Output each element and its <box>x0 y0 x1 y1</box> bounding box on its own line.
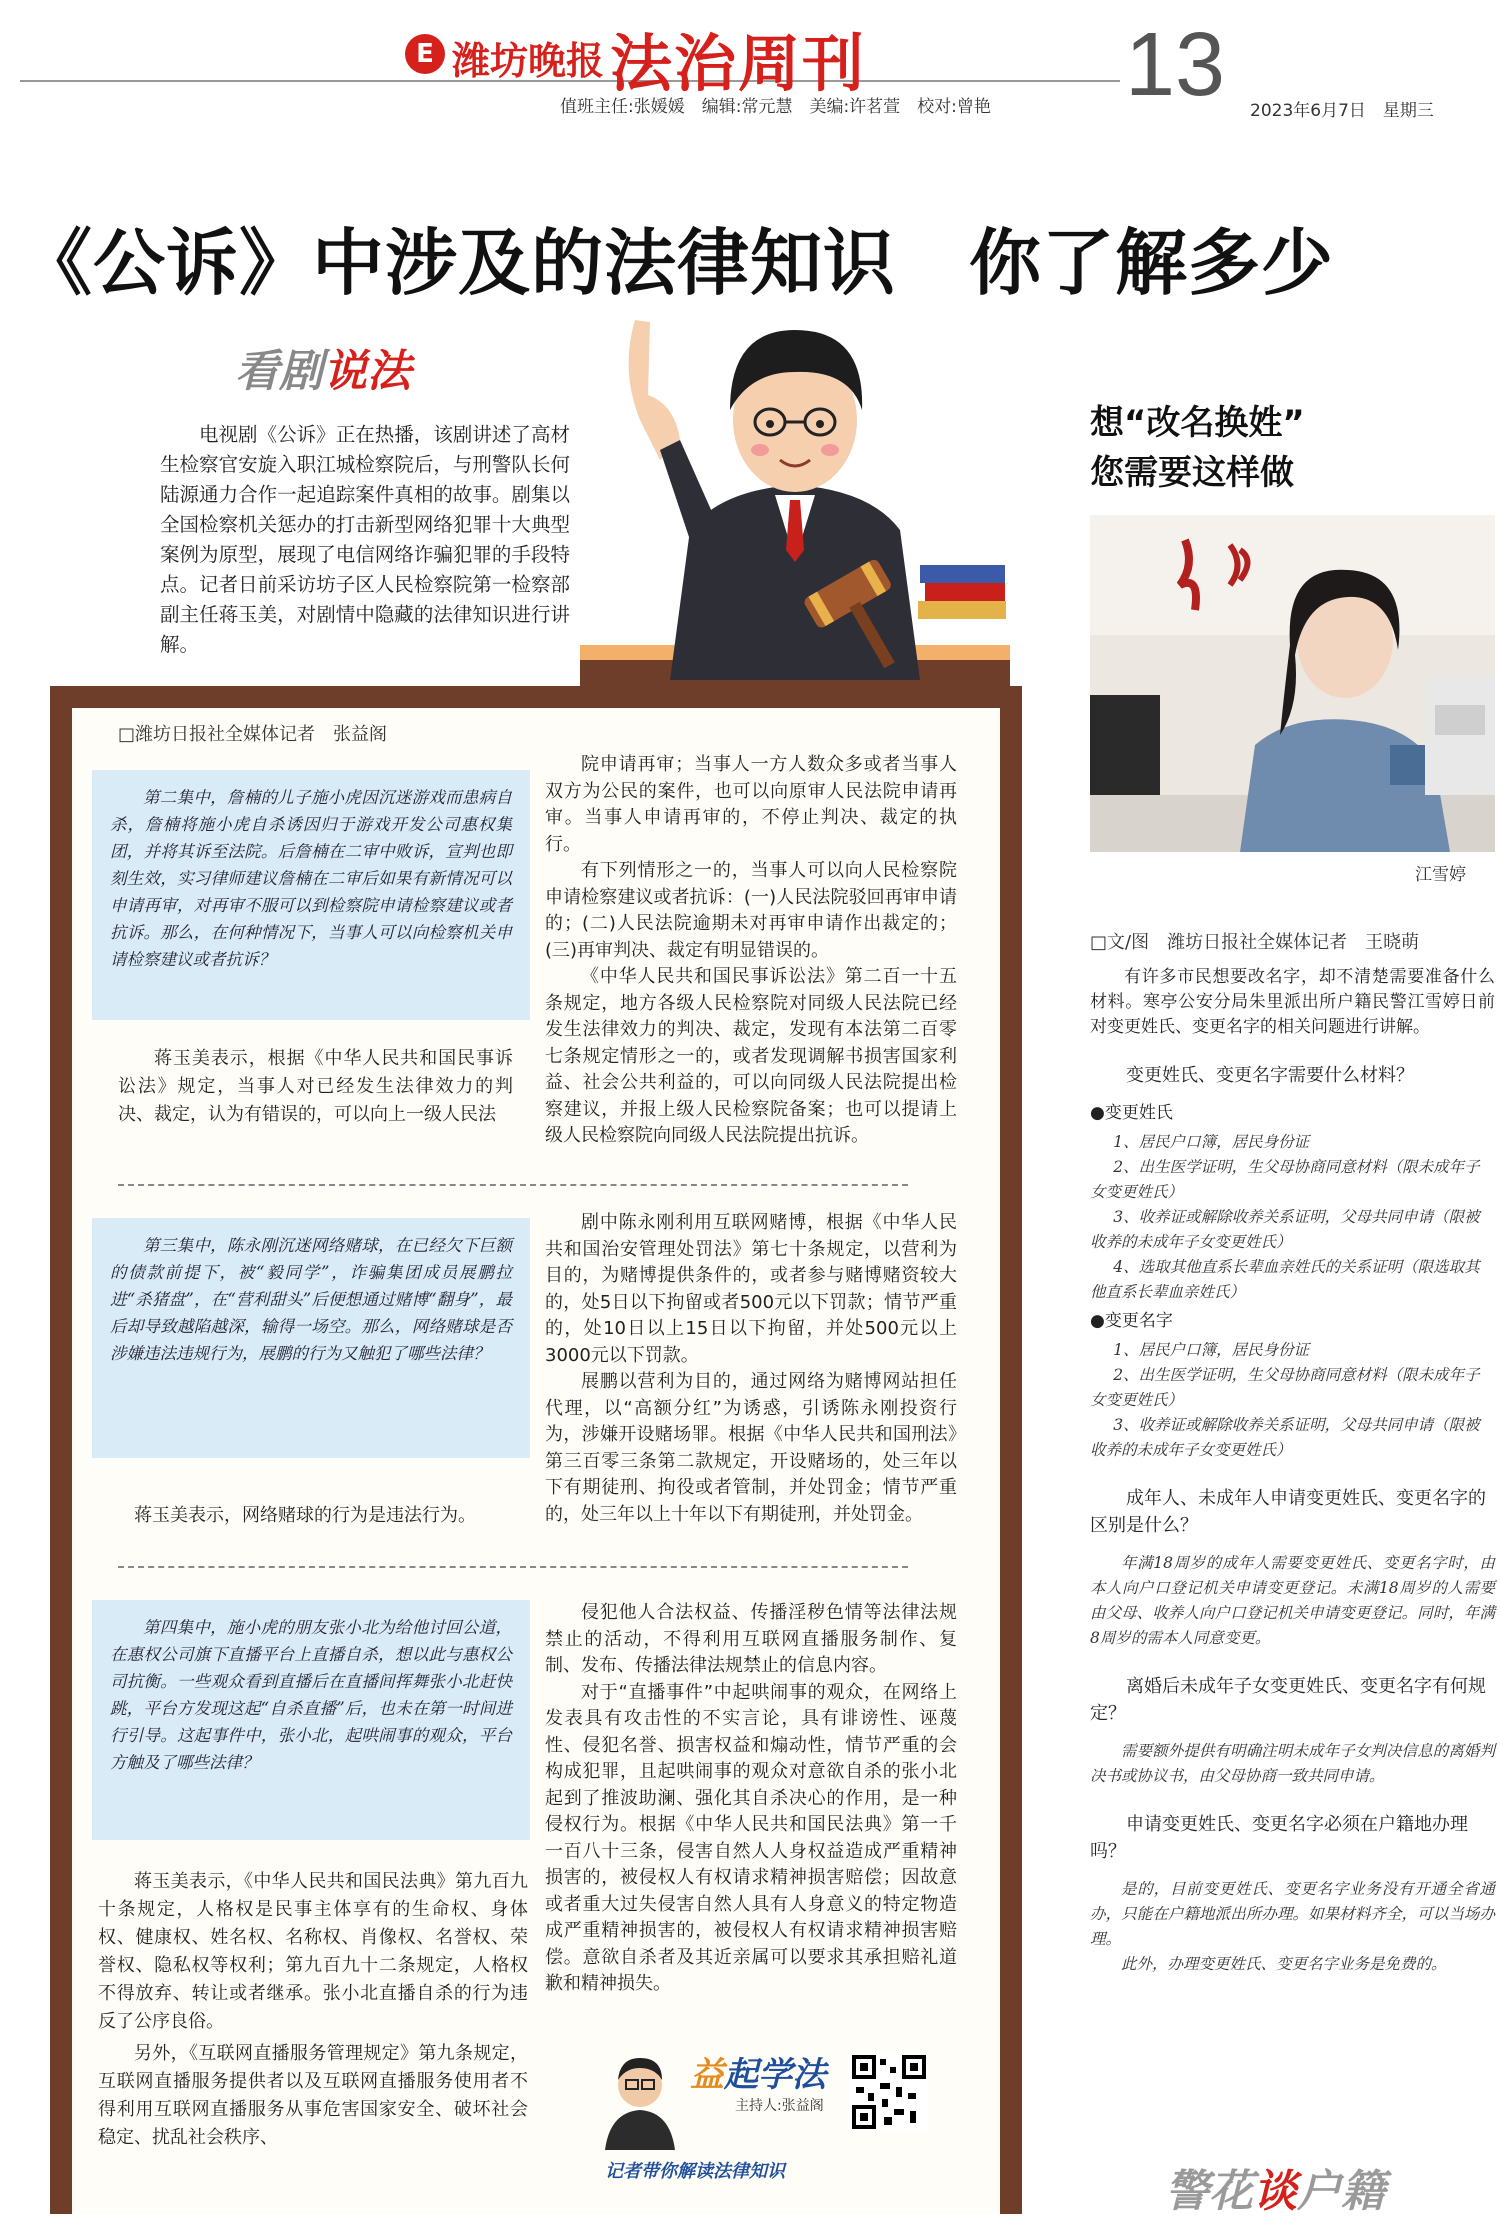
book-stack <box>920 565 1005 583</box>
sidebar-answer-2: 年满18周岁的成年人需要变更姓氏、变更名字时，由本人向户口登记机关申请变更登记。未满18周岁的人需要由父母、收养人向户口登记机关申请变更登记。同时，年满8周岁的需本人同意变更。 <box>1090 1554 1495 1647</box>
sidebar-title <box>1090 398 1305 498</box>
page-headline: 《公诉》中涉及的法律知识 你了解多少 <box>20 221 1335 305</box>
paragraph: 展鹏以营利为目的，通过网络为赌博网站担任代理，以“高额分红”为诱惑，引诱陈永刚投资行为，涉嫌开设赌场罪。根据《中华人民共和国刑法》第三百零三条第二款规定，开设赌场的，处三年以下有期徒刑、拘役或者管制，并处罚金；情节严重的，处三年以上十年以下有期徒刑，并处罚金。 <box>545 1371 957 1525</box>
question-box-episode-2: 第二集中，詹楠的儿子施小虎因沉迷游戏而患病自杀，詹楠将施小虎自杀诱因归于游戏开发公司惠权集团，并将其诉至法院。后詹楠在二审中败诉，宣判也即刻生效，实习律师建议詹楠在二审后如果有新情况可以申请再审，对再审不服可以到检察院申请检察建议或者抗诉。那么，在何种情况下，当事人可以向检察机关申请检察建议或者抗诉？ <box>92 770 530 1020</box>
sidebar-title-line1: 想“改名换姓” <box>1090 403 1305 443</box>
question-box-episode-3: 第三集中，陈永刚沉迷网络赌球，在已经欠下巨额的债款前提下，被“毅同学”，诈骗集团成员展鹏拉进“杀猪盘”，在“营利甜头”后便想通过赌博“翻身”，最后却导致越陷越深，输得一场空。那么，网络赌球是否涉嫌违法违规行为，展鹏的行为又触犯了哪些法律？ <box>92 1218 530 1458</box>
column-episode-2 <box>545 752 957 1150</box>
pointing-hand <box>629 320 680 460</box>
column-label-part2: 说法 <box>323 346 411 397</box>
column-episode-4 <box>545 1600 957 1998</box>
answer-episode-4-part2: 另外，《互联网直播服务管理规定》第九条规定，互联网直播服务提供者以及互联网直播服务使用者不得利用互联网直播服务从事危害国家安全、破坏社会稳定、扰乱社会秩序、 <box>98 2043 528 2148</box>
group-heading-given-name: ●变更名字 <box>1090 1311 1173 1331</box>
sidebar-question-2: 成年人、未成年人申请变更姓氏、变更名字的区别是什么？ <box>1090 1488 1486 1536</box>
list-item: 3、收养证或解除收养关系证明，父母共同申请（限被收养的未成年子女变更姓氏） <box>1090 1416 1480 1459</box>
brand-part-c: 户籍 <box>1297 2166 1385 2217</box>
promo-host: 主持人:张益阁 <box>735 2098 824 2114</box>
paragraph: 侵犯他人合法权益、传播淫秽色情等法律法规禁止的活动，不得利用互联网直播服务制作、复制、发布、传播法律法规禁止的信息内容。 <box>545 1602 957 1676</box>
answer-episode-4-part1: 蒋玉美表示，《中华人民共和国民法典》第九百九十条规定，人格权是民事主体享有的生命权、身体权、健康权、姓名权、名称权、肖像权、名誉权、荣誉权、隐私权等权利；第九百九十二条规定，人格权不得放弃、转让或者继承。张小北直播自杀的行为违反了公序良俗。 <box>98 1871 528 2032</box>
sidebar-question-4: 申请变更姓氏、变更名字必须在户籍地办理吗？ <box>1090 1814 1468 1862</box>
study-law-promo <box>595 2045 935 2195</box>
list-item: 2、出生医学证明，生父母协商同意材料（限未成年子女变更姓氏） <box>1090 1366 1480 1409</box>
promo-title-b: 起学法 <box>724 2055 826 2095</box>
answer-episode-2: 蒋玉美表示，根据《中华人民共和国民事诉讼法》规定，当事人对已经发生法律效力的判决、裁定，认为有错误的，可以向上一级人民法 <box>118 1048 513 1125</box>
paper-name: 潍坊晚报 <box>452 38 605 83</box>
paragraph: 院申请再审；当事人一方人数众多或者当事人双方为公民的案件，也可以向原审人民法院申请再审。当事人申请再审的，不停止判决、裁定的执行。 <box>545 754 957 855</box>
promo-title-a: 益 <box>690 2055 724 2095</box>
list-item: 1、居民户口簿，居民身份证 <box>1113 1133 1310 1151</box>
reporter-portrait <box>600 2050 680 2150</box>
prosecutor-illustration <box>580 300 1010 690</box>
paragraph: 有下列情形之一的，当事人可以向人民检察院申请检察建议或者抗诉：(一)人民法院驳回再审申请的；(二)人民法院逾期未对再审申请作出裁定的；(三)再审判决、裁定有明显错误的。 <box>545 860 957 961</box>
sidebar-question-1: 变更姓氏、变更名字需要什么材料？ <box>1126 1065 1414 1086</box>
article-byline: □潍坊日报社全媒体记者 张益阁 <box>118 724 388 745</box>
sidebar-byline: □文/图 潍坊日报社全媒体记者 王晓萌 <box>1090 932 1420 953</box>
column-brand <box>1165 2155 1385 2219</box>
answer-episode-3: 蒋玉美表示，网络赌球的行为是违法行为。 <box>134 1505 476 1526</box>
section-divider <box>118 1184 908 1186</box>
sidebar-question-3: 离婚后未成年子女变更姓氏、变更名字有何规定？ <box>1090 1676 1486 1724</box>
photo-caption: 江雪婷 <box>1415 865 1466 885</box>
police-officer-photo <box>1090 515 1495 852</box>
paragraph: 《中华人民共和国民事诉讼法》第二百一十五条规定，地方各级人民检察院对同级人民法院已经发生法律效力的判决、裁定，发现有本法第二百零七条规定情形之一的，或者发现调解书损害国家利益、社会公共利益的，可以向同级人民法院提出检察建议，并报上级人民检察院备案；也可以提请上级人民检察院向同级人民法院提出抗诉。 <box>545 966 957 1146</box>
sidebar-answer-4a: 是的，目前变更姓氏、变更名字业务没有开通全省通办，只能在户籍地派出所办理。如果材料齐全，可以当场办理。 <box>1090 1880 1495 1948</box>
issue-date: 2023年6月7日 星期三 <box>1250 101 1434 121</box>
section-title: 法治周刊 <box>610 27 867 100</box>
brand-part-b: 谈 <box>1253 2166 1297 2217</box>
question-box-episode-4: 第四集中，施小虎的朋友张小北为给他讨回公道，在惠权公司旗下直播平台上直播自杀，想以此与惠权公司抗衡。一些观众看到直播后在直播间挥舞张小北赶快跳，平台方发现这起“自杀直播”后，也未在第一时间进行引导。这起事件中，张小北，起哄闹事的观众，平台方触及了哪些法律？ <box>92 1600 530 1840</box>
sidebar-intro: 有许多市民想要改名字，却不清楚需要准备什么材料。寒亭公安分局朱里派出所户籍民警江雪婷日前对变更姓氏、变更名字的相关问题进行讲解。 <box>1090 967 1495 1037</box>
list-item: 3、收养证或解除收养关系证明，父母共同申请（限被收养的未成年子女变更姓氏） <box>1090 1208 1480 1251</box>
sidebar-answer-4b: 此外，办理变更姓氏、变更名字业务是免费的。 <box>1121 1955 1447 1973</box>
column-label-part1: 看剧 <box>235 346 323 397</box>
column-label <box>235 335 411 399</box>
paragraph: 剧中陈永刚利用互联网赌博，根据《中华人民共和国治安管理处罚法》第七十条规定，以营利为目的，为赌博提供条件的，或者参与赌博赌资较大的，处5日以下拘留或者500元以下罚款；情节严重的，处10日以上15日以下拘留，并处500元以上3000元以下罚款。 <box>545 1212 957 1366</box>
group-heading-surname: ●变更姓氏 <box>1090 1103 1173 1123</box>
column-episode-3 <box>545 1210 957 1528</box>
page-number: 13 <box>1125 15 1226 115</box>
list-item: 1、居民户口簿，居民身份证 <box>1113 1341 1310 1359</box>
article-intro: 电视剧《公诉》正在热播，该剧讲述了高材生检察官安旋入职江城检察院后，与刑警队长何陆源通力合作一起追踪案件真相的故事。剧集以全国检察机关惩办的打击新型网络犯罪十大典型案例为原型，展现了电信网络诈骗犯罪的手段特点。记者日前采访坊子区人民检察院第一检察部副主任蒋玉美，对剧情中隐藏的法律知识进行讲解。 <box>160 423 570 656</box>
promo-slogan: 记者带你解读法律知识 <box>605 2161 785 2182</box>
brand-part-a: 警花 <box>1165 2166 1253 2217</box>
sidebar-answer-3: 需要额外提供有明确注明未成年子女判决信息的离婚判决书或协议书，由父母协商一致共同申请。 <box>1090 1742 1495 1785</box>
section-divider <box>118 1566 908 1568</box>
staff-credits: 值班主任:张媛媛 编辑:常元慧 美编:许茗萱 校对:曾艳 <box>560 97 991 117</box>
paragraph: 对于“直播事件”中起哄闹事的观众，在网络上发表具有攻击性的不实言论，具有诽谤性、诬蔑性、侵犯名誉、损害权益和煽动性，情节严重的会构成犯罪，且起哄闹事的观众对意欲自杀的张小北起到了推波助澜、强化其自杀决心的作用，是一种侵权行为。根据《中华人民共和国民法典》第一千一百八十三条，侵害自然人人身权益造成严重精神损害的，被侵权人有权请求精神损害赔偿；因故意或者重大过失侵害自然人具有人身意义的特定物造成严重精神损害的，被侵权人有权请求精神损害赔偿。意欲自杀者及其近亲属可以要求其承担赔礼道歉和精神损失。 <box>545 1681 957 1994</box>
list-item: 4、选取其他直系长辈血亲姓氏的关系证明（限选取其他直系长辈血亲姓氏） <box>1090 1258 1480 1301</box>
qr-code-icon <box>850 2053 928 2131</box>
list-item: 2、出生医学证明，生父母协商同意材料（限未成年子女变更姓氏） <box>1090 1158 1480 1201</box>
sidebar-title-line2: 您需要这样做 <box>1090 453 1294 493</box>
sidebar-body <box>1090 965 1495 1977</box>
paper-logo-icon: E <box>405 34 445 74</box>
